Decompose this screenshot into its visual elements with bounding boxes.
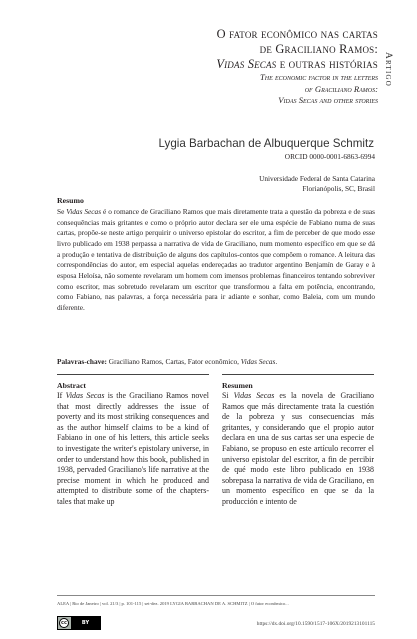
keywords-italic: Vidas Secas [240, 357, 276, 366]
abstract-italic: Vidas Secas [65, 391, 105, 400]
author-name: Lygia Barbachan de Albuquerque Schmitz [158, 137, 374, 150]
author-orcid[interactable]: ORCID 0000-0001-6863-6994 [284, 152, 375, 161]
author-affiliation: Universidade Federal de Santa Catarina [259, 174, 375, 183]
cc-by-label: BY [71, 617, 100, 629]
title-en-line-3: Vidas Secas and other stories [278, 95, 378, 105]
abstract-rule [57, 374, 209, 375]
title-en-line-2: of Graciliano Ramos: [304, 83, 378, 94]
abstract-start: If [57, 391, 66, 400]
title-pt-italic: Vidas Secas [216, 57, 277, 71]
abstract-heading: Abstract [57, 381, 87, 390]
resumen-rest: es la novela de Graciliano Ramos que más directamente trata la cuestión de la pobreza y sus consecuencias más gritantes, y considerando que el propio autor declara en una de sus cartas ser una especie de Fabiano, se propuso en este artículo recorrer el universo epistolar del escritor, a fin de percibir de qué modo este libro publicado en 1938 sobrepasa la narrativa de vida de Graciliano, en un momento específico en que se da la producción e intento de [222, 391, 374, 506]
cc-license-badge[interactable] [57, 616, 101, 630]
resumen-rule [222, 374, 374, 375]
resumen-start: Si [222, 391, 234, 400]
resumen-paragraph [222, 391, 374, 508]
footer-citation: ALEA | Rio de Janeiro | vol. 21/3 | p. 101-115 | set-dez. 2019 LYGIA BARBACHAN DE A. SCHMITZ | O fator econômico... [57, 601, 289, 606]
resumen-italic: Vidas Secas [233, 391, 275, 400]
title-pt-line-3 [150, 57, 378, 72]
resumo-rest: é o romance de Graciliano Ramos que mais diretamente trata a questão da pobreza e de suas consequências mais gritantes e como o próprio autor declara ser ele uma espécie de Fabiano numa de suas cartas, propõe-se neste artigo perquirir o universo epistolar do escritor, a fim de perceber de que modo esse livro publicado em 1938 perpassa a narrativa de vida de Graciliano, num momento específico em que se dá a produção e tentativa de distribuição de alguns dos capítulos-contos que compõem o romance. A leitura das correspondências do autor, em especial aquelas endereçadas ao tradutor argentino Benjamín de Garay e à esposa Heloísa, não somente revelaram um homem com imensos problemas financeiros tentando sobreviver como escritor, mas sobretudo revelaram um escritor que transformou a falta em potência, encontrando, como Fabiano, nas palavras, a força necessária para ir adiante e sonhar, como Baleia, com um mundo diferente. [57, 207, 376, 312]
title-pt-line-2: de Graciliano Ramos: [259, 42, 378, 56]
resumo-paragraph [57, 207, 375, 314]
resumen-heading: Resumen [222, 381, 253, 390]
resumo-italic: Vidas Secas [66, 207, 102, 216]
creative-commons-icon: cc [59, 618, 69, 628]
keywords-end: . [275, 357, 278, 366]
article-title [150, 27, 378, 107]
abstract-rest: is the Graciliano Ramos novel that most directly addresses the issue of poverty and its most striking consequences and as the author himself claims to be a kind of Fabiano in one of his letters, this article seeks to investigate the writer's epistolary universe, in order to understand how this book, published in 1938, pervaded Graciliano's life narrative at the precise moment in which he produced and attempted to distribute some of the chapters-tales that make up [57, 391, 209, 506]
title-en-line-1: The economic factor in the letters [260, 72, 378, 82]
doi-link[interactable]: https://dx.doi.org/10.1590/1517-106X/2019213101115 [256, 621, 375, 627]
abstract-paragraph [57, 391, 209, 508]
resumo-heading: Resumo [57, 196, 84, 205]
section-label-text: Artigo [383, 52, 393, 88]
keywords [57, 357, 375, 367]
footer-rule [57, 595, 375, 596]
resumo-start: Se [57, 207, 67, 216]
keywords-label: Palavras-chave: [57, 357, 107, 366]
title-pt-rest: e outras histórias [276, 57, 378, 71]
section-label [381, 52, 395, 100]
author-location: Florianópolis, SC, Brasil [302, 184, 375, 193]
title-pt-line-1: O fator econômico nas cartas [216, 27, 378, 41]
keywords-text: Graciliano Ramos, Cartas, Fator econômico, [106, 357, 241, 366]
